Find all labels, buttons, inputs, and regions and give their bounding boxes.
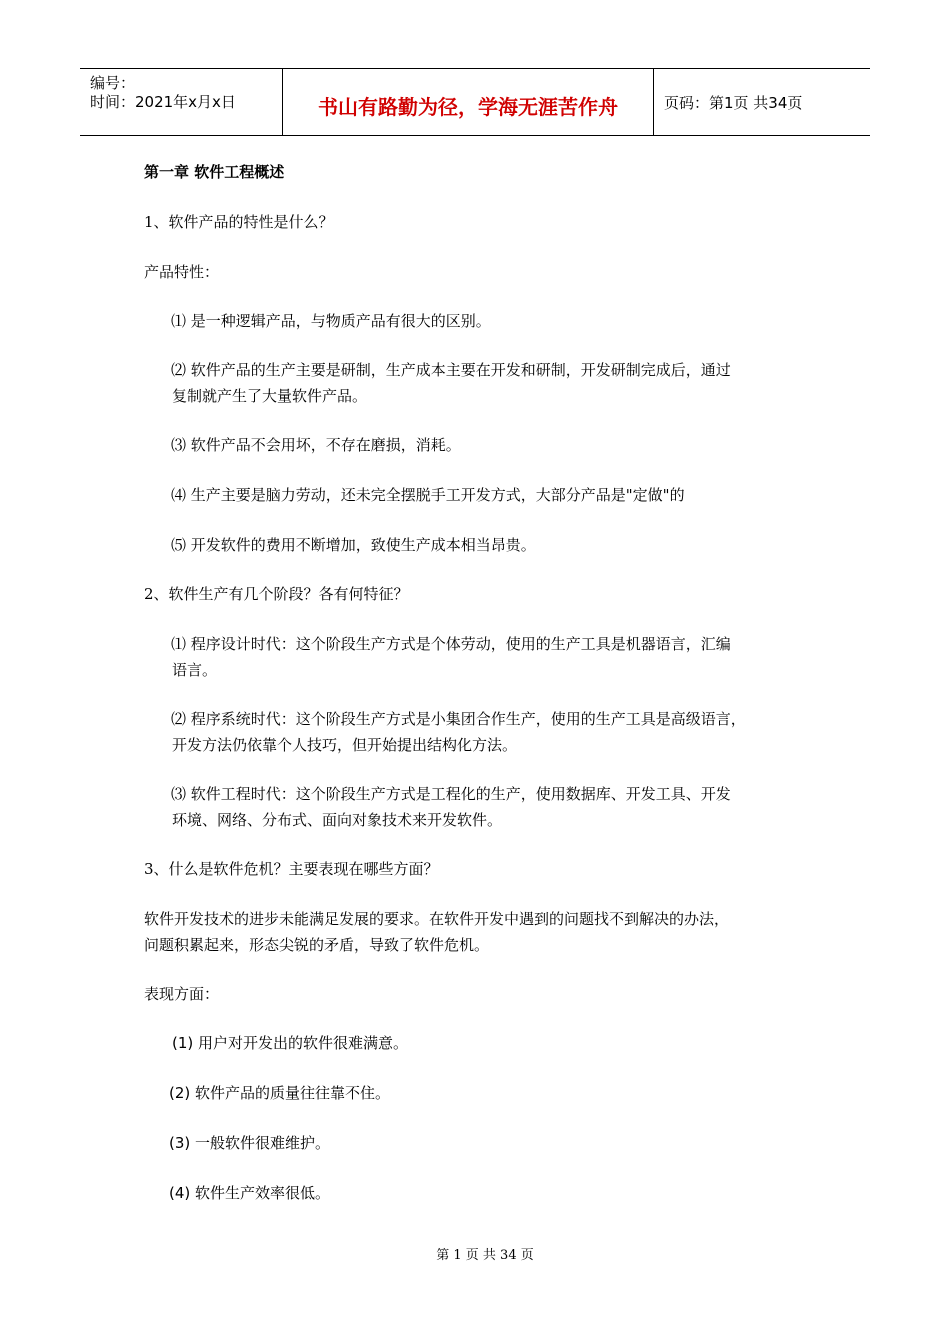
q3-item-2-number: (2) [169,1084,191,1102]
q3-item-1-number: (1) [172,1034,194,1052]
page-header [80,68,870,136]
chapter-title: 第一章 软件工程概述 [144,163,285,181]
q3-item-1-text: 用户对开发出的软件很难满意。 [198,1034,409,1052]
q1-item-5: ⑸ 开发软件的费用不断增加，致使生产成本相当昂贵。 [171,536,536,554]
question-2: 2、软件生产有几个阶段？各有何特征？ [144,585,409,603]
q2-item-2-cont: 开发方法仍依靠个人技巧，但开始提出结构化方法。 [172,736,518,754]
header-number: 编号： [90,74,136,92]
q1-item-3: ⑶ 软件产品不会用坏，不存在磨损，消耗。 [171,436,461,454]
q3-item-3 [169,1130,330,1156]
q2-item-3-cont: 环境、网络、分布式、面向对象技术来开发软件。 [172,811,503,829]
q3-item-4-number: (4) [169,1184,191,1202]
q3-answer-line-1: 软件开发技术的进步未能满足发展的要求。在软件开发中遇到的问题找不到解决的办法， [144,910,730,928]
header-page-info: 页码：第1页 共34页 [664,93,803,112]
q1-item-1: ⑴ 是一种逻辑产品，与物质产品有很大的区别。 [171,312,491,330]
q3-item-4 [169,1180,330,1206]
q3-item-3-number: (3) [169,1134,191,1152]
q1-item-2: ⑵ 软件产品的生产主要是研制，生产成本主要在开发和研制，开发研制完成后，通过 [171,361,731,379]
question-1: 1、软件产品的特性是什么？ [144,213,334,231]
q3-item-3-text: 一般软件很难维护。 [195,1134,331,1152]
q2-item-1: ⑴ 程序设计时代：这个阶段生产方式是个体劳动，使用的生产工具是机器语言，汇编 [171,635,731,653]
q1-item-4: ⑷ 生产主要是脑力劳动，还未完全摆脱手工开发方式，大部分产品是"定做"的 [171,486,685,504]
q3-item-1 [172,1030,408,1056]
q3-item-4-text: 软件生产效率很低。 [195,1184,331,1202]
q1-label: 产品特性： [144,263,220,281]
q3-answer-line-2: 问题积累起来，形态尖锐的矛盾，导致了软件危机。 [144,936,490,954]
header-meta [80,69,282,135]
q3-label: 表现方面： [144,985,220,1003]
question-3: 3、什么是软件危机？主要表现在哪些方面？ [144,860,439,878]
q2-item-1-cont: 语言。 [172,661,218,679]
q3-item-2 [169,1080,390,1106]
q2-item-2: ⑵ 程序系统时代：这个阶段生产方式是小集团合作生产，使用的生产工具是高级语言， [171,710,746,728]
header-time: 时间：2021年x月x日 [90,93,236,111]
q1-item-2-cont: 复制就产生了大量软件产品。 [172,387,368,405]
page-footer: 第 1 页 共 34 页 [436,1248,534,1263]
q3-item-2-text: 软件产品的质量往往靠不住。 [195,1084,391,1102]
q2-item-3: ⑶ 软件工程时代：这个阶段生产方式是工程化的生产，使用数据库、开发工具、开发 [171,785,731,803]
header-motto: 书山有路勤为径，学海无涯苦作舟 [282,69,654,135]
